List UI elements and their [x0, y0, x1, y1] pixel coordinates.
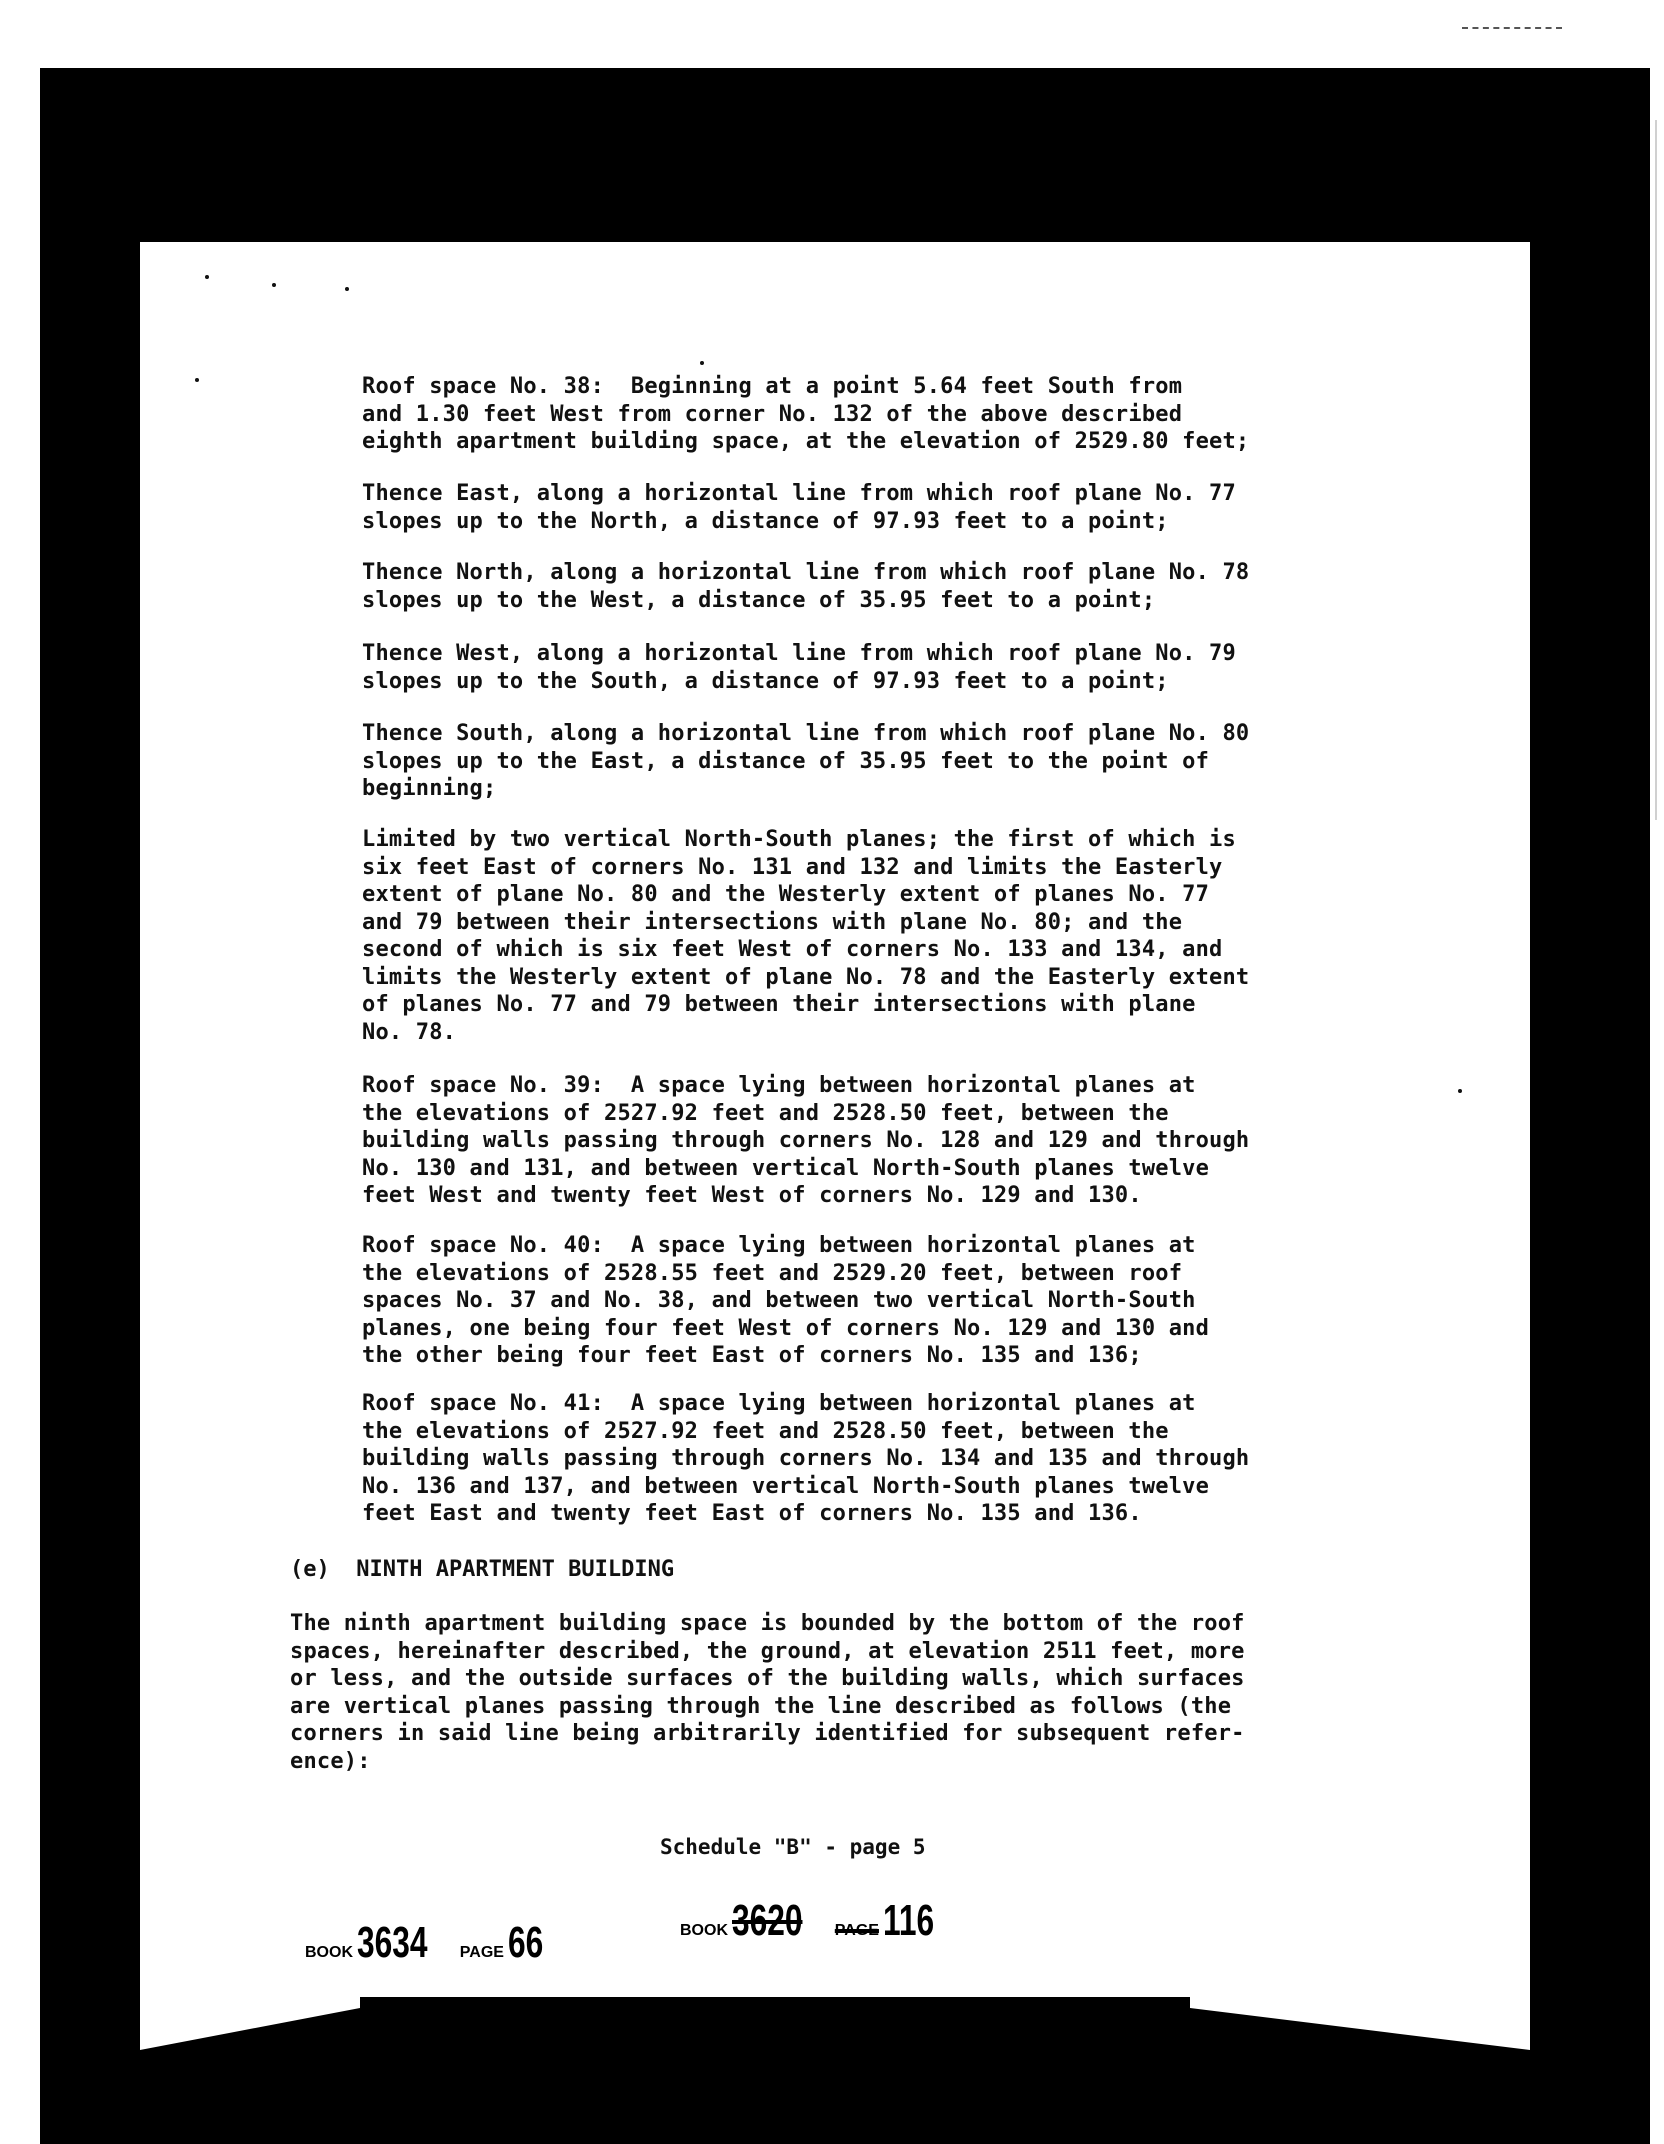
paragraph-limited-by: Limited by two vertical North-South planes; the first of which is six feet East of corners No. 131 and 132 and limits the Easterly extent of plane No. 80 and the Westerly extent of planes No. 77 and 79 between their intersections with plane No. 80; and the second of which is six feet West of corners No. 133 and 134, and limits the Westerly extent of plane No. 78 and the Easterly extent of planes No. 77 and 79 between their intersections with plane No. 78.: [362, 827, 1250, 1045]
page-number: 116: [883, 1896, 935, 1945]
paragraph-roof-space-38: Roof space No. 38: Beginning at a point 5.64 feet South from and 1.30 feet West from corner No. 132 of the above described eighth apartment building space, at the elevation of 2529.80 feet;: [362, 374, 1250, 454]
paragraph-ninth-building: The ninth apartment building space is bounded by the bottom of the roof spaces, hereinafter described, the ground, at elevation 2511 feet, more or less, and the outside surfaces of the building walls, which surfaces are vertical planes passing through the line described as follows (the corners in said line being arbitrarily identified for subsequent refer- ence):: [290, 1611, 1245, 1774]
paragraph-roof-space-41: Roof space No. 41: A space lying between horizontal planes at the elevations of 2527.92 feet and 2528.50 feet, between the building walls passing through corners No. 134 and 135 and through No. 136 and 137, and between vertical North-South planes twelve feet East and twenty feet East of corners No. 135 and 136.: [362, 1391, 1250, 1526]
section-heading: (e) NINTH APARTMENT BUILDING: [290, 1557, 675, 1582]
page-footer: Schedule "B" - page 5: [660, 1835, 926, 1859]
book-number: 3634: [357, 1918, 428, 1967]
book-page-stamp-struck: [680, 1896, 954, 1946]
paragraph-thence-north: Thence North, along a horizontal line from which roof plane No. 78 slopes up to the West, a distance of 35.95 feet to a point;: [362, 560, 1250, 613]
paragraph-thence-east: Thence East, along a horizontal line from which roof plane No. 77 slopes up to the North, a distance of 97.93 feet to a point;: [362, 481, 1236, 534]
page-label: PAGE: [459, 1944, 504, 1961]
book-page-stamp: [305, 1918, 557, 1968]
paragraph-roof-space-40: Roof space No. 40: A space lying between horizontal planes at the elevations of 2528.55 feet and 2529.20 feet, between roof spaces No. 37 and No. 38, and between two vertical North-South planes, one being four feet West of corners No. 129 and 130 and the other being four feet East of corners No. 135 and 136;: [362, 1233, 1210, 1368]
book-number: 3620: [732, 1896, 803, 1945]
book-label: BOOK: [680, 1922, 728, 1939]
page-number: 66: [508, 1918, 544, 1967]
paragraph-thence-south: Thence South, along a horizontal line from which roof plane No. 80 slopes up to the East, a distance of 35.95 feet to the point of beginning;: [362, 721, 1250, 801]
book-label: BOOK: [305, 1944, 353, 1961]
paragraph-roof-space-39: Roof space No. 39: A space lying between horizontal planes at the elevations of 2527.92 feet and 2528.50 feet, between the building walls passing through corners No. 128 and 129 and through No. 130 and 131, and between vertical North-South planes twelve feet West and twenty feet West of corners No. 129 and 130.: [362, 1073, 1250, 1208]
page-label: PAGE: [834, 1922, 879, 1939]
paragraph-thence-west: Thence West, along a horizontal line from which roof plane No. 79 slopes up to the South, a distance of 97.93 feet to a point;: [362, 641, 1236, 694]
